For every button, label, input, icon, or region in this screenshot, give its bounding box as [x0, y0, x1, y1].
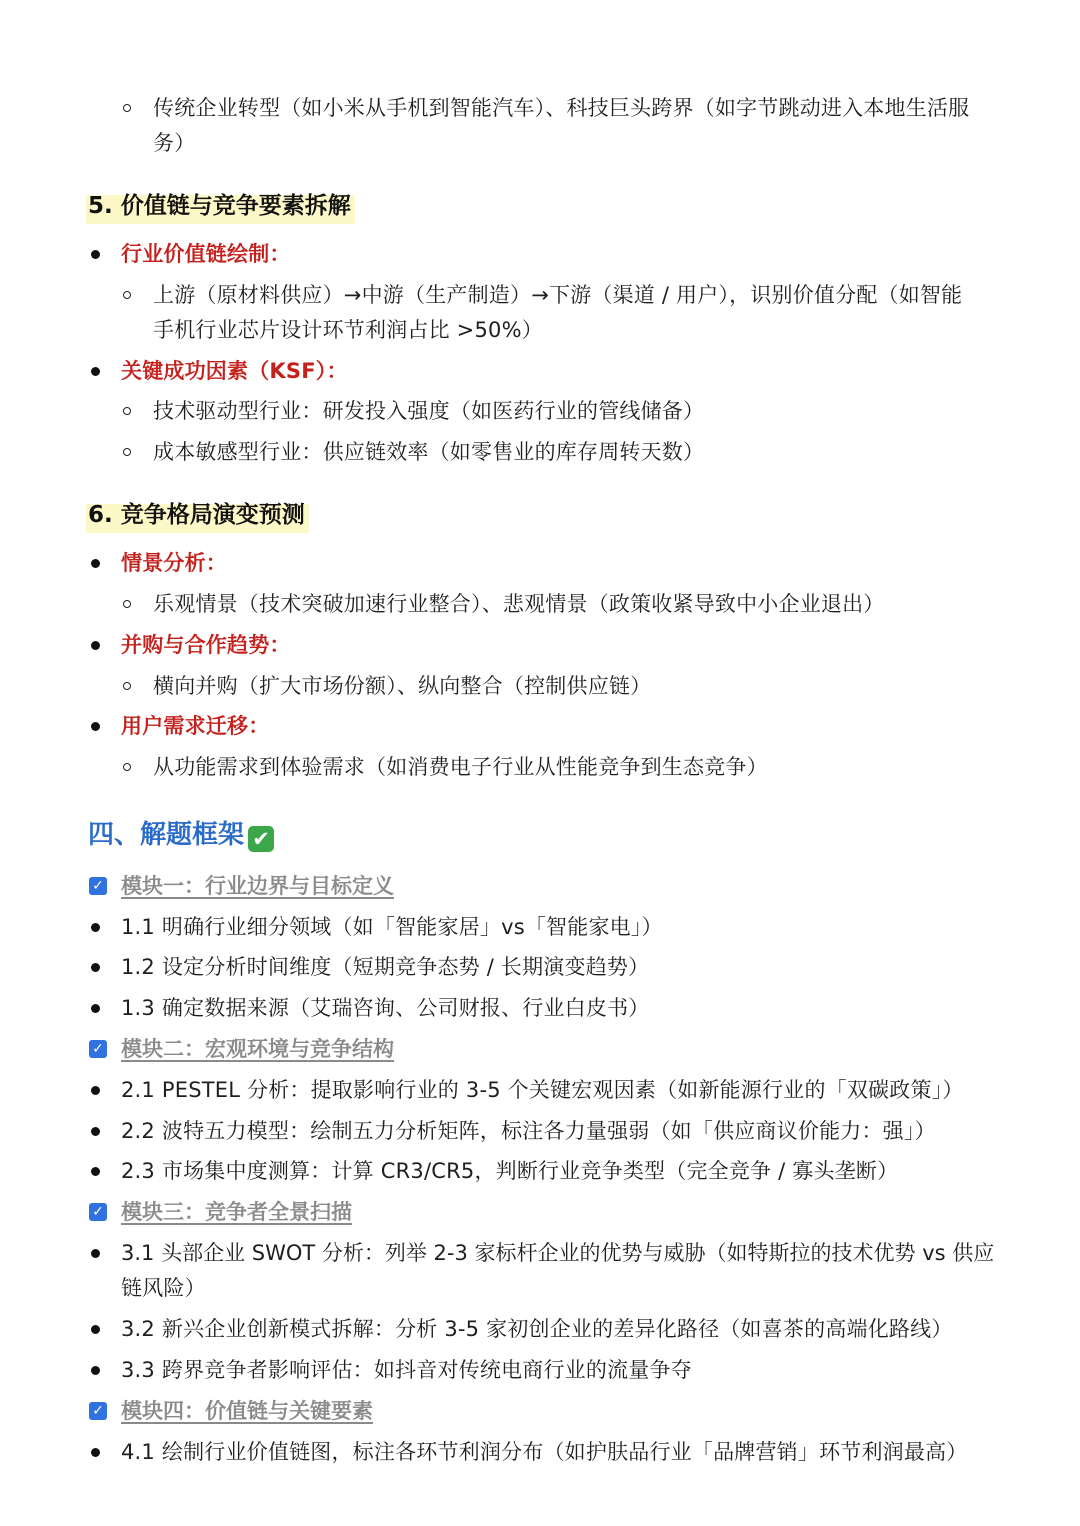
- solid-bullet: [91, 1249, 100, 1258]
- list-item-text: 4.1 绘制行业价值链图，标注各环节利润分布（如护肤品行业「品牌营销」环节利润最高）: [121, 1440, 968, 1464]
- checkbox-icon[interactable]: ✓: [89, 877, 107, 895]
- solid-bullet: [91, 559, 100, 568]
- solid-bullet: [91, 641, 100, 650]
- list-item-text: 2.2 波特五力模型：绘制五力分析矩阵，标注各力量强弱（如「供应商议价能力：强」）: [121, 1119, 936, 1143]
- solid-bullet: [91, 1448, 100, 1457]
- list-item-text: 手机行业芯片设计环节利润占比 >50%）: [153, 318, 543, 342]
- item-label: 用户需求迁移：: [121, 714, 270, 738]
- hollow-bullet: [123, 763, 131, 771]
- list-item-text: 2.1 PESTEL 分析：提取影响行业的 3-5 个关键宏观因素（如新能源行业的「双碳政策」）: [121, 1078, 964, 1102]
- item-label: 情景分析：: [121, 551, 227, 575]
- hollow-bullet: [123, 448, 131, 456]
- list-item-text: 上游（原材料供应）→中游（生产制造）→下游（渠道 / 用户），识别价值分配（如智能: [153, 283, 963, 307]
- list-item-text: 3.1 头部企业 SWOT 分析：列举 2-3 家标杆企业的优势与威胁（如特斯拉的技术优势 vs 供应: [121, 1241, 995, 1265]
- module-title: 模块一：行业边界与目标定义: [121, 874, 394, 898]
- solid-bullet: [91, 250, 100, 259]
- solid-bullet: [91, 1127, 100, 1136]
- list-item-text: 乐观情景（技术突破加速行业整合）、悲观情景（政策收紧导致中小企业退出）: [153, 592, 885, 616]
- list-item-text: 传统企业转型（如小米从手机到智能汽车）、科技巨头跨界（如字节跳动进入本地生活服: [153, 96, 970, 120]
- list-item-text: 技术驱动型行业：研发投入强度（如医药行业的管线储备）: [153, 399, 705, 423]
- checkbox-icon[interactable]: ✓: [89, 1040, 107, 1058]
- module-title: 模块二：宏观环境与竞争结构: [121, 1037, 394, 1061]
- list-item-text: 从功能需求到体验需求（如消费电子行业从性能竞争到生态竞争）: [153, 755, 768, 779]
- list-item-text: 横向并购（扩大市场份额）、纵向整合（控制供应链）: [153, 674, 652, 698]
- hollow-bullet: [123, 104, 131, 112]
- solid-bullet: [91, 367, 100, 376]
- solid-bullet: [91, 1325, 100, 1334]
- list-item-text: 务）: [153, 131, 196, 155]
- list-item-text: 1.1 明确行业细分领域（如「智能家居」vs「智能家电」）: [121, 915, 663, 939]
- solid-bullet: [91, 1366, 100, 1375]
- section-heading: 6. 竞争格局演变预测: [86, 497, 309, 533]
- item-label: 关键成功因素（KSF）：: [121, 359, 348, 383]
- checkbox-icon[interactable]: ✓: [89, 1402, 107, 1420]
- hollow-bullet: [123, 600, 131, 608]
- list-item-text: 1.3 确定数据来源（艾瑞咨询、公司财报、行业白皮书）: [121, 996, 650, 1020]
- solid-bullet: [91, 963, 100, 972]
- checkbox-icon[interactable]: ✓: [89, 1203, 107, 1221]
- solid-bullet: [91, 1167, 100, 1176]
- list-item-text: 3.3 跨界竞争者影响评估：如抖音对传统电商行业的流量争夺: [121, 1358, 692, 1382]
- hollow-bullet: [123, 407, 131, 415]
- hollow-bullet: [123, 291, 131, 299]
- list-item-text: 链风险）: [121, 1276, 206, 1300]
- check-mark-icon: ✔: [248, 826, 274, 852]
- solid-bullet: [91, 1086, 100, 1095]
- solid-bullet: [91, 722, 100, 731]
- framework-title: [88, 815, 274, 855]
- list-item-text: 1.2 设定分析时间维度（短期竞争态势 / 长期演变趋势）: [121, 955, 650, 979]
- solid-bullet: [91, 923, 100, 932]
- module-title: 模块三：竞争者全景扫描: [121, 1200, 352, 1224]
- list-item-text: 成本敏感型行业：供应链效率（如零售业的库存周转天数）: [153, 440, 705, 464]
- hollow-bullet: [123, 682, 131, 690]
- module-title: 模块四：价值链与关键要素: [121, 1399, 373, 1423]
- list-item-text: 2.3 市场集中度测算：计算 CR3/CR5，判断行业竞争类型（完全竞争 / 寡头垄断）: [121, 1159, 899, 1183]
- framework-title-text: 四、解题框架: [88, 820, 245, 850]
- list-item-text: 3.2 新兴企业创新模式拆解：分析 3-5 家初创企业的差异化路径（如喜茶的高端化路线）: [121, 1317, 953, 1341]
- solid-bullet: [91, 1004, 100, 1013]
- section-heading: 5. 价值链与竞争要素拆解: [86, 188, 355, 224]
- item-label: 行业价值链绘制：: [121, 242, 291, 266]
- item-label: 并购与合作趋势：: [121, 633, 291, 657]
